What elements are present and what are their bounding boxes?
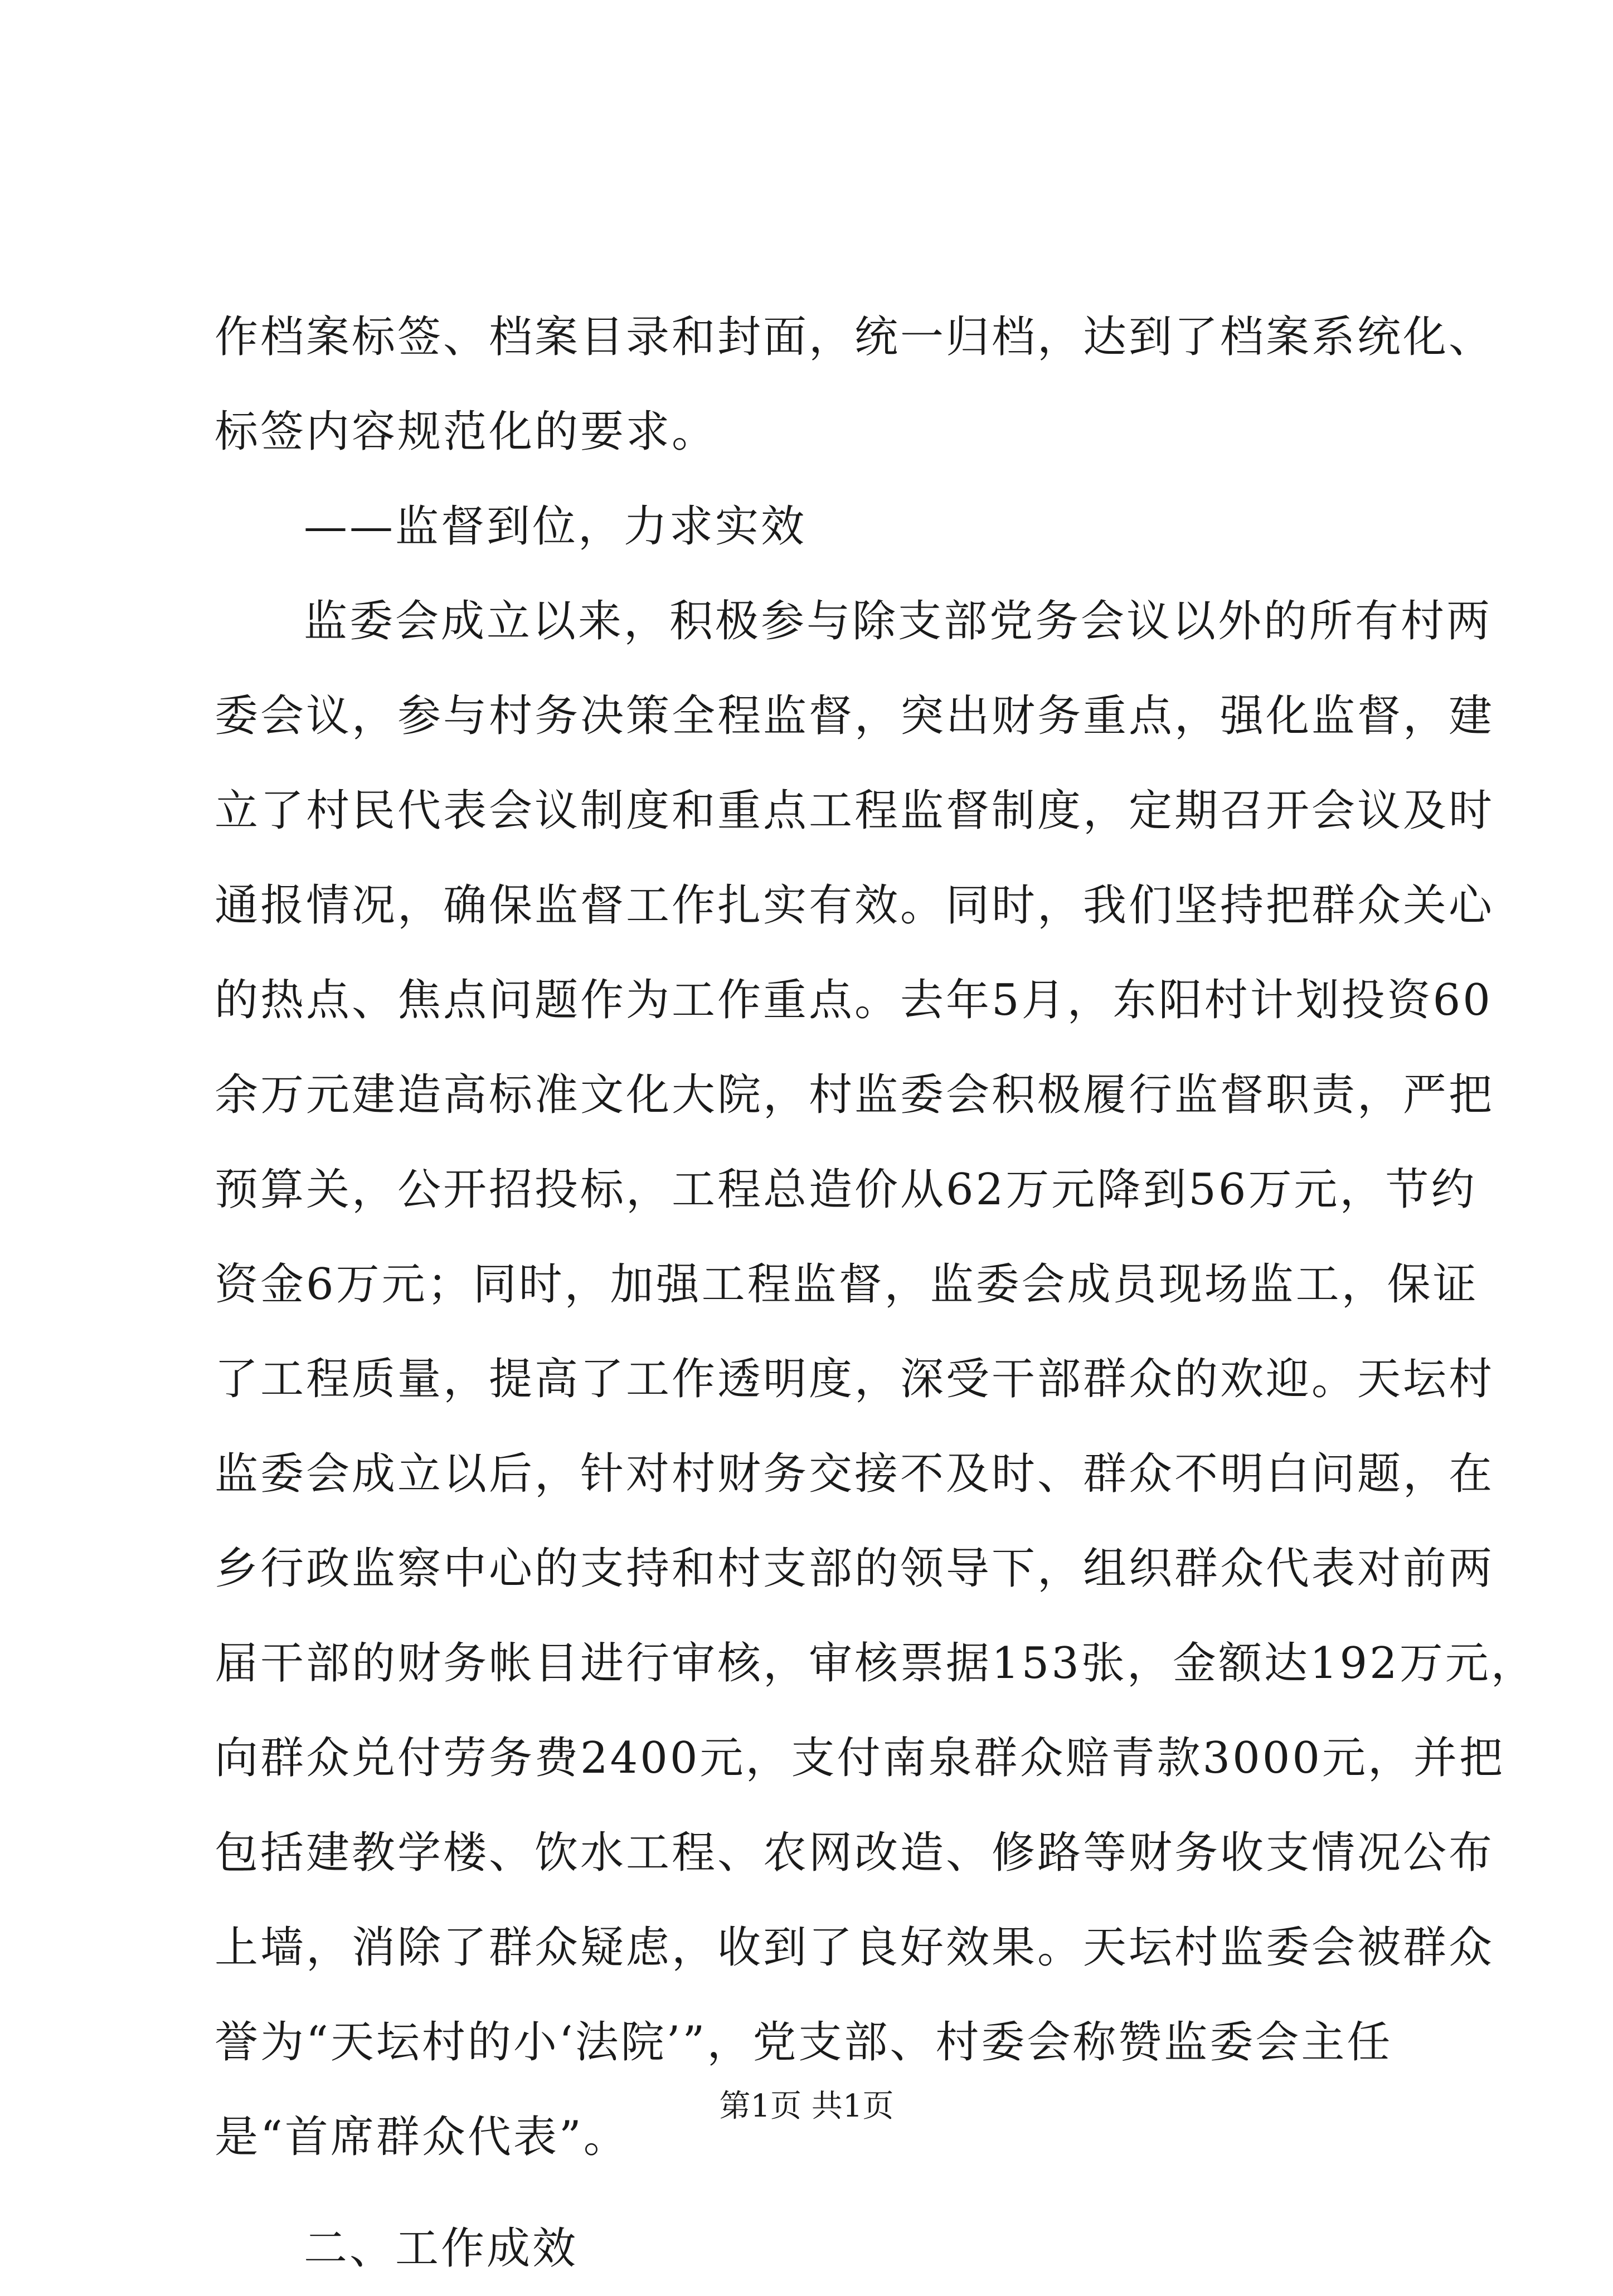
page-number: 第1页 共1页 [719, 2088, 894, 2124]
body-line: 作档案标签、档案目录和封面，统一归档，达到了档案系统化、 [215, 312, 1495, 362]
body-line: 上墙，消除了群众疑虑，收到了良好效果。天坛村监委会被群众 [215, 1923, 1495, 1973]
page-footer [0, 2084, 1613, 2129]
paragraph-first-line: 监委会成立以来，积极参与除支部党务会议以外的所有村两 [304, 596, 1493, 646]
body-line: 向群众兑付劳务费2400元，支付南泉群众赔青款3000元，并把 [215, 1733, 1505, 1783]
body-line: 委会议，参与村务决策全程监督，突出财务重点，强化监督，建 [215, 691, 1495, 741]
body-line: 誉为“天坛村的小‘法院’”，党支部、村委会称赞监委会主任 [215, 2017, 1393, 2068]
section-heading: 二、工作成效 [304, 2224, 579, 2274]
body-line: 是“首席群众代表”。 [215, 2112, 629, 2162]
body-line: 届干部的财务帐目进行审核，审核票据153张，金额达192万元， [215, 1638, 1537, 1689]
body-line: 监委会成立以后，针对村财务交接不及时、群众不明白问题，在 [215, 1449, 1495, 1499]
body-line: 通报情况，确保监督工作扎实有效。同时，我们坚持把群众关心 [215, 881, 1495, 931]
body-line: 标签内容规范化的要求。 [215, 407, 718, 457]
document-body [215, 290, 1537, 2296]
body-line: 资金6万元；同时，加强工程监督，监委会成员现场监工，保证 [215, 1259, 1479, 1310]
body-line: 预算关，公开招投标，工程总造价从62万元降到56万元，节约 [215, 1165, 1477, 1215]
body-line: 包括建教学楼、饮水工程、农网改造、修路等财务收支情况公布 [215, 1828, 1495, 1878]
body-line: 了工程质量，提高了工作透明度，深受干部群众的欢迎。天坛村 [215, 1354, 1495, 1404]
subheading: ——监督到位，力求实效 [304, 502, 807, 552]
body-line: 立了村民代表会议制度和重点工程监督制度，定期召开会议及时 [215, 786, 1495, 836]
body-line: 乡行政监察中心的支持和村支部的领导下，组织群众代表对前两 [215, 1544, 1495, 1594]
body-line: 余万元建造高标准文化大院，村监委会积极履行监督职责，严把 [215, 1070, 1495, 1120]
body-line: 的热点、焦点问题作为工作重点。去年5月，东阳村计划投资60 [215, 975, 1493, 1025]
